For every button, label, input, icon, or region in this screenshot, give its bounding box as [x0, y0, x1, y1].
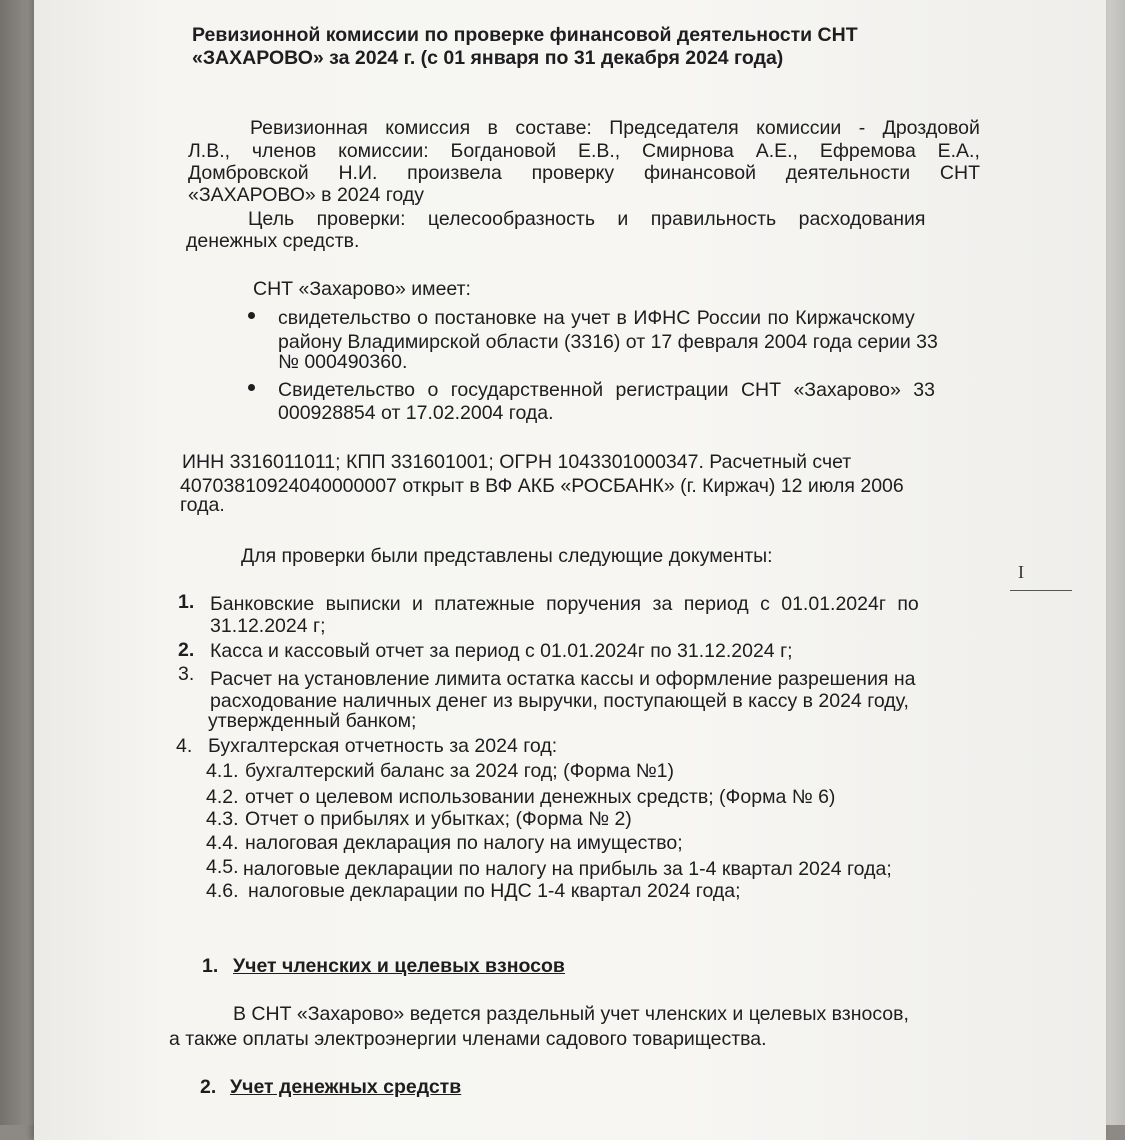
word: финансовой: [643, 162, 756, 184]
has-documents-heading: СНТ «Захарово» имеет:: [253, 278, 471, 300]
section-1-line-2: а также оплаты электроэнергии членами садового товарищества.: [169, 1028, 767, 1050]
doc-item-3-line-3: утвержденный банком;: [208, 710, 417, 732]
certificate-1-line-1: свидетельство о постановке на учет в ИФНС России по Киржачскому: [278, 307, 915, 329]
word: Ревизионная: [250, 117, 368, 139]
doc-item-1-line-2: 31.12.2024 г;: [210, 615, 326, 637]
word: Богдановой: [450, 140, 557, 162]
word: составе:: [515, 117, 592, 139]
purpose-line-1: Цель проверки: целесообразность и правильность расходования: [248, 208, 926, 230]
section-1-title: Учет членских и целевых взносов: [233, 955, 565, 977]
certificate-2-line-2: 000928854 от 17.02.2004 года.: [278, 402, 554, 424]
doc-subitem-number: 4.6.: [206, 880, 239, 902]
doc-subitem-number: 4.1.: [206, 760, 239, 782]
doc-subitem-number: 4.3.: [206, 808, 239, 830]
requisites-line-3: года.: [180, 494, 225, 516]
requisites-line-2: 40703810924040000007 открыт в ВФ АКБ «РОСБАНК» (г. Киржач) 12 июля 2006: [180, 475, 904, 497]
doc-item-number: 4.: [176, 735, 193, 757]
certificate-1-line-3: № 000490360.: [278, 351, 408, 373]
doc-subitem-number: 4.4.: [206, 832, 239, 854]
margin-page-mark: I: [1018, 562, 1024, 582]
doc-subitem-number: 4.2.: [206, 786, 239, 808]
composition-line-2: [188, 140, 980, 162]
word: Домбровской: [188, 162, 309, 184]
doc-subitem-number: 4.5.: [206, 856, 239, 878]
doc-item-number: 1.: [178, 591, 195, 613]
word: СНТ: [939, 162, 980, 184]
section-1-number: 1.: [202, 955, 219, 977]
doc-subitem-text: отчет о целевом использовании денежных средств; (Форма № 6): [245, 786, 836, 808]
word: комиссии: [756, 117, 842, 139]
certificate-1-line-2: району Владимирской области (3316) от 17 февраля 2004 года серии 33: [278, 331, 938, 353]
bullet-marker: [248, 312, 255, 319]
section-2-number: 2.: [200, 1076, 217, 1098]
word: членов: [251, 140, 317, 162]
doc-item-4-line-1: Бухгалтерская отчетность за 2024 год:: [208, 735, 558, 757]
word: в: [487, 117, 498, 139]
section-1-line-1: В СНТ «Захарово» ведется раздельный учет членских и целевых взносов,: [233, 1003, 909, 1025]
doc-subitem-text: налоговые декларации по НДС 1-4 квартал 2024 года;: [248, 880, 741, 902]
word: проверку: [531, 162, 615, 184]
doc-subitem-text: налоговые декларации по налогу на прибыль за 1-4 квартал 2024 года;: [243, 858, 892, 880]
word: Е.В.,: [577, 140, 621, 162]
doc-item-3-line-2: расходование наличных денег из выручки, поступающей в кассу в 2024 году,: [210, 690, 909, 712]
word: -: [858, 117, 866, 139]
word: Председателя: [609, 117, 739, 139]
word: деятельности: [785, 162, 911, 184]
doc-subitem-text: Отчет о прибылях и убытках; (Форма № 2): [245, 808, 632, 830]
word: Ефремова: [819, 140, 916, 162]
word: Л.В.,: [188, 140, 231, 162]
bullet-marker: [248, 384, 255, 391]
doc-item-3-line-1: Расчет на установление лимита остатка кассы и оформление разрешения на: [210, 668, 916, 690]
doc-item-1-line-1: Банковские выписки и платежные поручения за период с 01.01.2024г по: [210, 593, 919, 615]
word: Е.А.,: [937, 140, 980, 162]
word: Смирнова: [642, 140, 734, 162]
composition-line-4: «ЗАХАРОВО» в 2024 году: [188, 184, 424, 206]
composition-line-3: [188, 162, 980, 184]
composition-line-1: [250, 117, 980, 139]
word: А.Е.,: [755, 140, 798, 162]
doc-subitem-text: бухгалтерский баланс за 2024 год; (Форма №1): [245, 760, 675, 782]
doc-item-2-line-1: Касса и кассовый отчет за период с 01.01.2024г по 31.12.2024 г;: [210, 640, 793, 662]
purpose-line-2: денежных средств.: [186, 230, 360, 252]
requisites-line-1: ИНН 3316011011; КПП 331601001; ОГРН 1043301000347. Расчетный счет: [182, 451, 852, 473]
word: Н.И.: [338, 162, 378, 184]
document-title-line-1: Ревизионной комиссии по проверке финансовой деятельности СНТ: [192, 24, 858, 46]
document-title-line-2: «ЗАХАРОВО» за 2024 г. (с 01 января по 31 декабря 2024 года): [192, 47, 784, 69]
doc-item-number: 3.: [178, 663, 195, 685]
margin-rule: [1010, 590, 1072, 591]
documents-intro: Для проверки были представлены следующие документы:: [241, 545, 773, 567]
word: комиссии:: [338, 140, 429, 162]
word: произвела: [407, 162, 502, 184]
section-2-title: Учет денежных средств: [230, 1076, 462, 1098]
certificate-2-line-1: Свидетельство о государственной регистрации СНТ «Захарово» 33: [278, 379, 935, 401]
doc-subitem-text: налоговая декларация по налогу на имущество;: [245, 832, 683, 854]
word: комиссия: [385, 117, 471, 139]
doc-item-number: 2.: [178, 639, 195, 661]
word: Дроздовой: [882, 117, 980, 139]
